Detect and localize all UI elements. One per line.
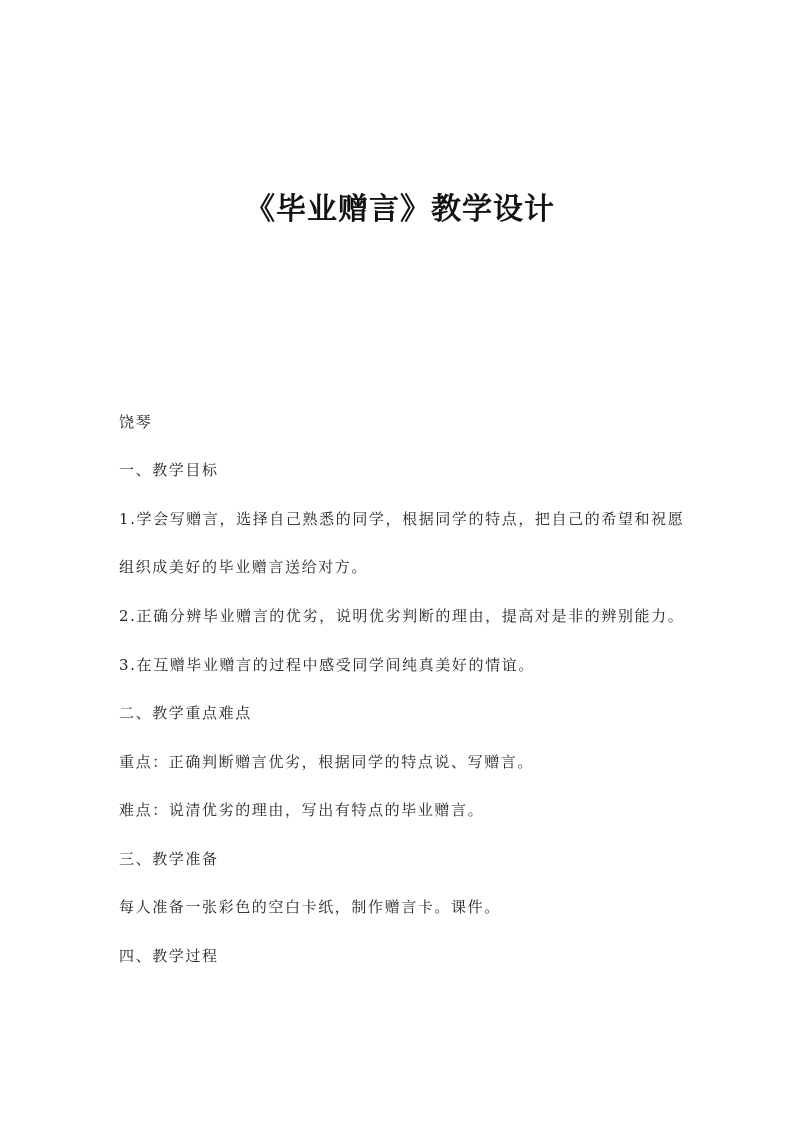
section-heading-preparation: 三、教学准备 xyxy=(119,850,219,868)
section-heading-key-points: 二、教学重点难点 xyxy=(119,704,252,722)
difficult-point: 难点：说清优劣的理由，写出有特点的毕业赠言。 xyxy=(119,801,485,819)
objective-1-line-2: 组织成美好的毕业赠言送给对方。 xyxy=(119,558,369,576)
preparation-text: 每人准备一张彩色的空白卡纸，制作赠言卡。课件。 xyxy=(119,898,501,916)
author-name: 饶琴 xyxy=(119,413,153,431)
objective-1-line-1: 1.学会写赠言，选择自己熟悉的同学，根据同学的特点，把自己的希望和祝愿 xyxy=(119,510,685,528)
document-title: 《毕业赠言》教学设计 xyxy=(245,192,555,227)
objective-2: 2.正确分辨毕业赠言的优劣，说明优劣判断的理由，提高对是非的辨别能力。 xyxy=(119,607,685,625)
objective-3: 3.在互赠毕业赠言的过程中感受同学间纯真美好的情谊。 xyxy=(119,656,535,674)
section-heading-process: 四、教学过程 xyxy=(119,947,219,965)
section-heading-objectives: 一、教学目标 xyxy=(119,461,219,479)
key-point: 重点：正确判断赠言优劣，根据同学的特点说、写赠言。 xyxy=(119,753,535,771)
